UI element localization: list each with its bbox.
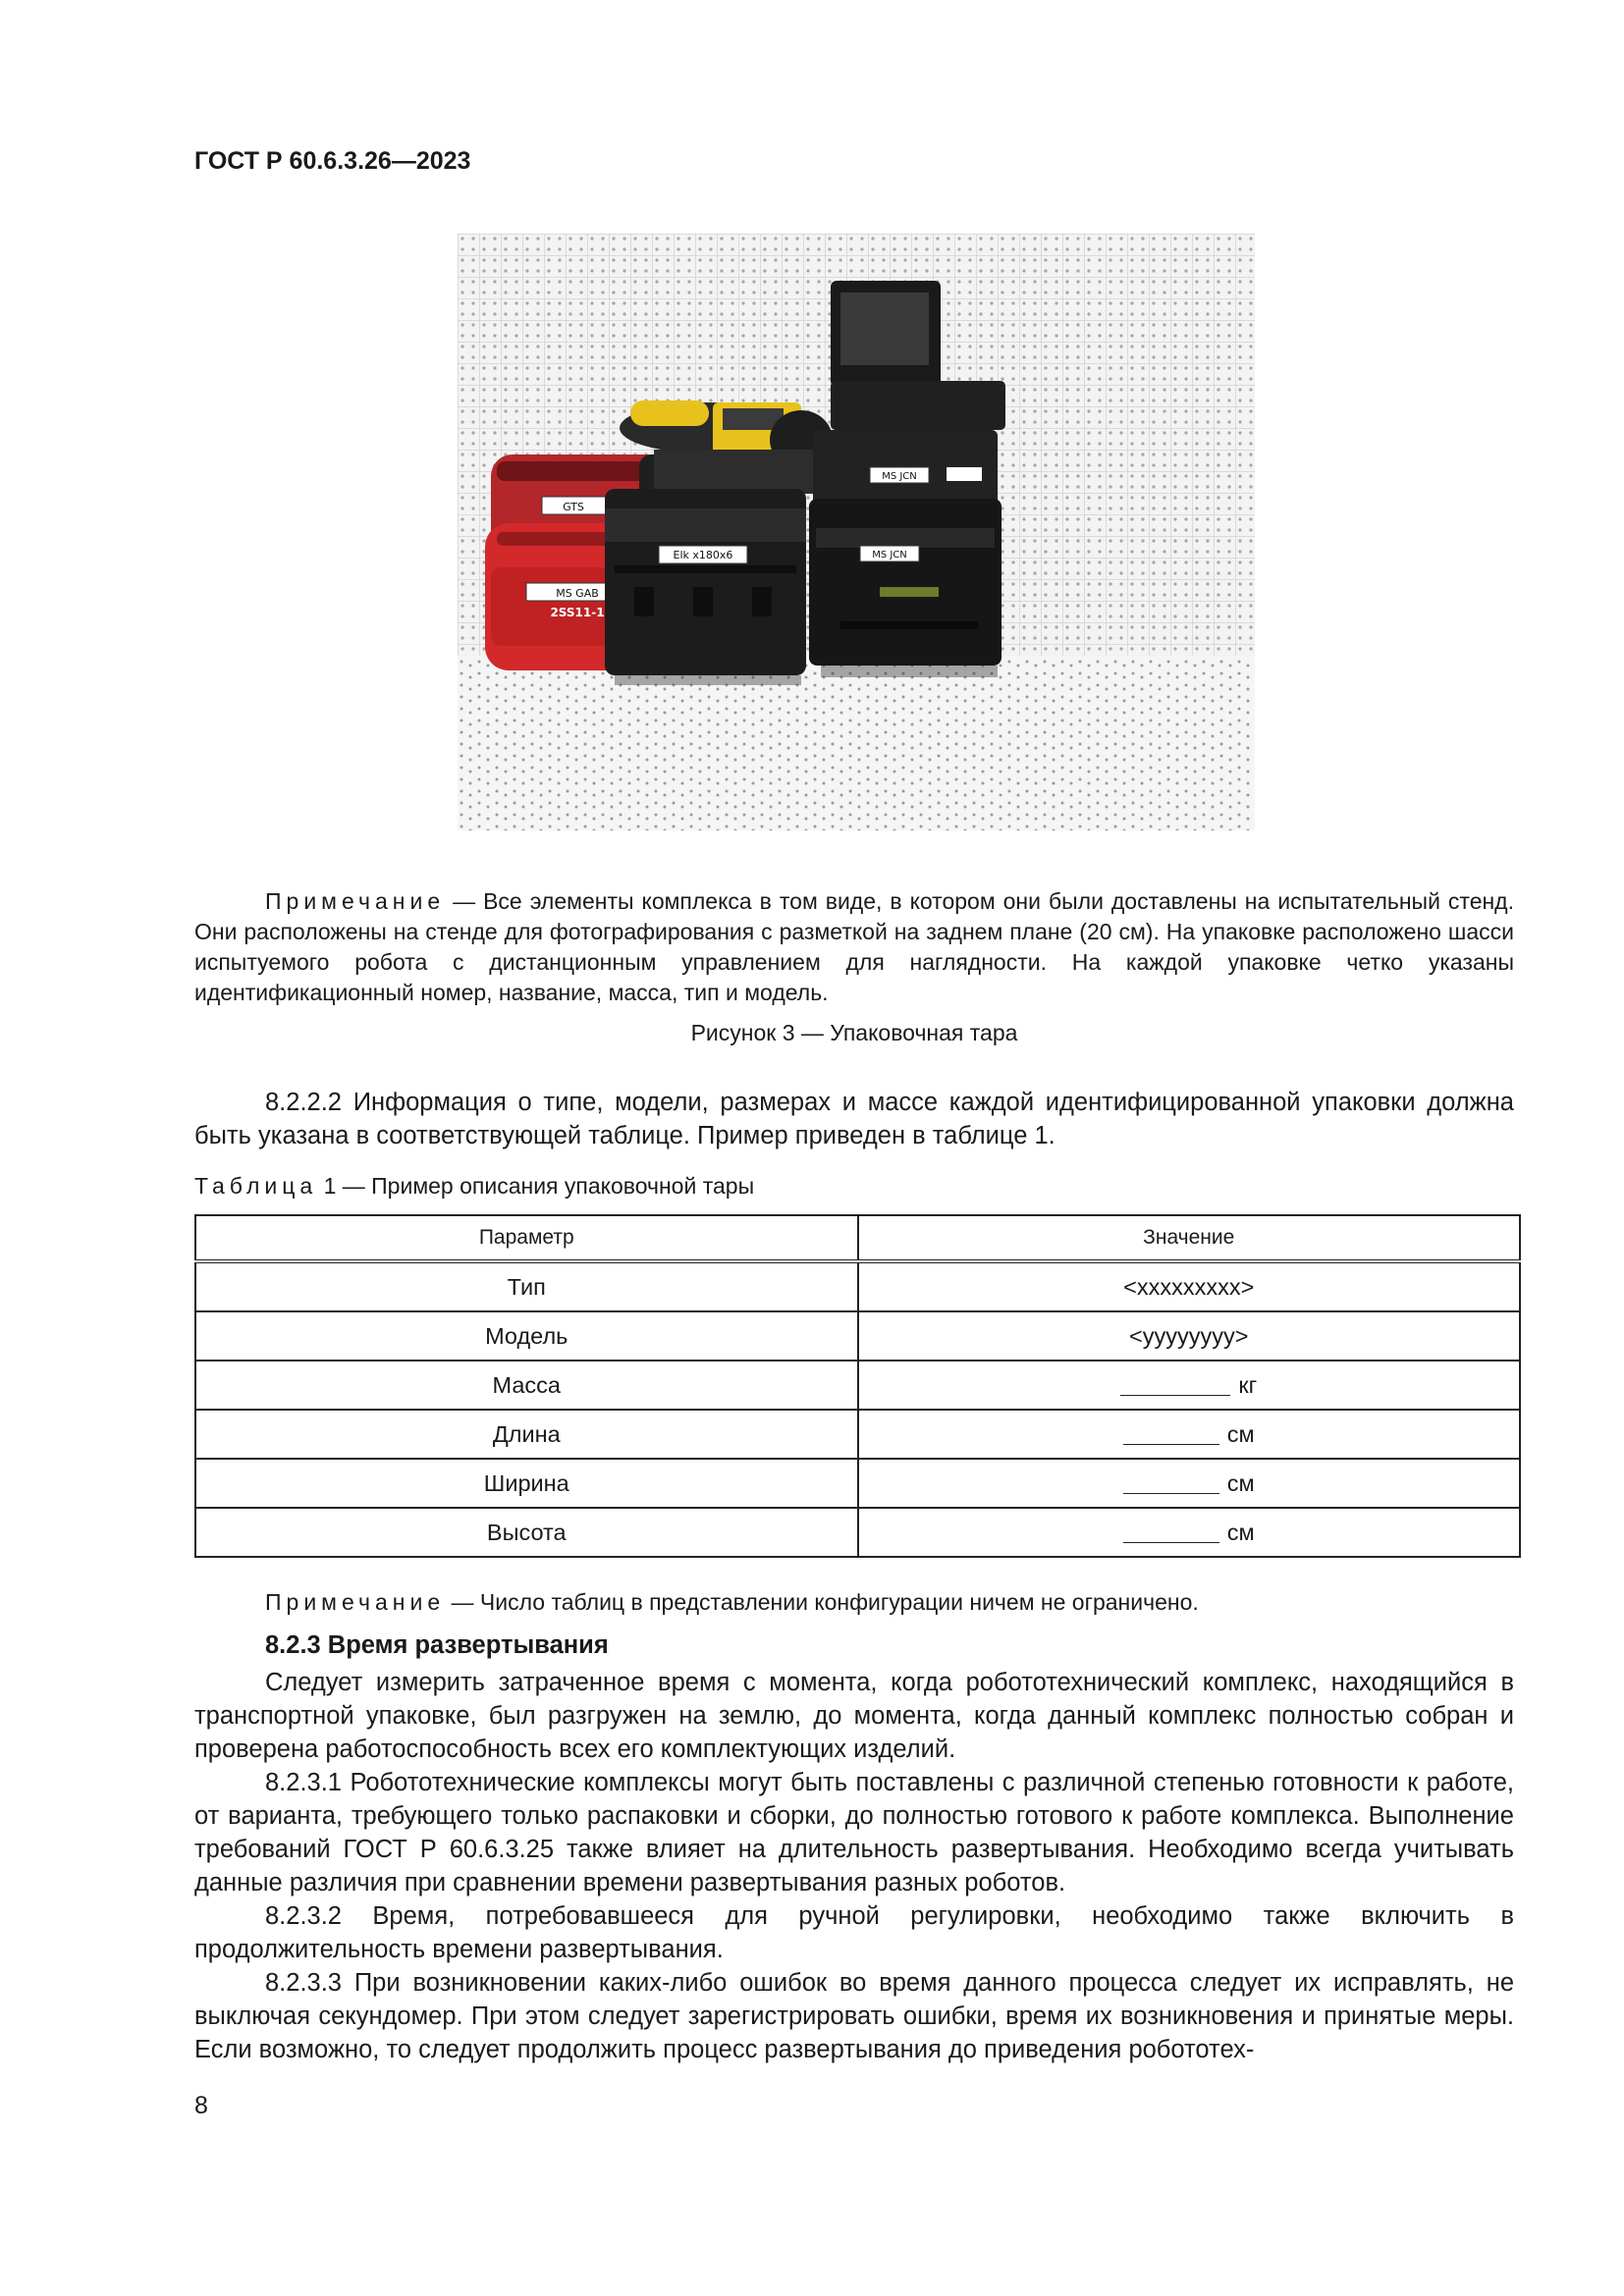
value-cell: кг xyxy=(858,1361,1521,1410)
page-number: 8 xyxy=(194,2092,208,2119)
param-cell: Длина xyxy=(195,1410,858,1459)
paragraph-8-2-3-3: 8.2.3.3 При возникновении каких-либо ошибок во время данного процесса следует их исправлять, не выключая секундомер. При этом следует зарегистрировать ошибки, время их возникновения и принятые меры. Если возможно, то следует продолжить процесс развертывания до приведения робототех- xyxy=(194,1969,1514,2063)
box-label: Elk x180x6 xyxy=(673,549,733,561)
table-title: Таблица 1 — Пример описания упаковочной тары xyxy=(194,1173,755,1199)
box-label: MS GAB xyxy=(556,587,599,600)
table-row xyxy=(195,1261,1520,1311)
blank-field xyxy=(1123,1522,1219,1543)
paragraph-8-2-3-2: 8.2.3.2 Время, потребовавшееся для ручной регулировки, необходимо также включить в продолжительность времени развертывания. xyxy=(194,1902,1514,1963)
note-text: — Все элементы комплекса в том виде, в котором они были доставлены на испытательный стенд. Они расположены на стенде для фотографирования с разметкой на заднем плане (20 см). На упаковке расположено шасси испытуемого робота с дистанционным управлением для наглядности. На каждой упаковке четко указаны идентификационный номер, название, масса, тип и модель. xyxy=(194,888,1514,1005)
param-cell: Ширина xyxy=(195,1459,858,1508)
param-cell: Тип xyxy=(195,1261,858,1311)
value-cell: см xyxy=(858,1508,1521,1557)
value-cell: <yyyyyyyy> xyxy=(858,1311,1521,1361)
paragraph-8-2-3: Следует измерить затраченное время с момента, когда робототехнический комплекс, находящийся в транспортной упаковке, был разгружен на землю, до момента, когда данный комплекс полностью собран и проверена работоспособность всех его комплектующих изделий. xyxy=(194,1669,1514,1763)
value-cell: см xyxy=(858,1459,1521,1508)
blank-field xyxy=(1123,1424,1219,1445)
table-row xyxy=(195,1459,1520,1508)
paragraph-8-2-3-1: 8.2.3.1 Робототехнические комплексы могут быть поставлены с различной степенью готовности к работе, от варианта, требующего только распаковки и сборки, до полностью готового к работе комплекса. Выполнение требований ГОСТ Р 60.6.3.25 также влияет на длительность развертывания. Необходимо всегда учитывать данные различия при сравнении времени развертывания разных роботов. xyxy=(194,1769,1514,1896)
blank-field xyxy=(1120,1375,1230,1396)
param-cell: Высота xyxy=(195,1508,858,1557)
box-label: GTS xyxy=(563,501,584,513)
control-case-lower xyxy=(809,499,1001,666)
paragraph-8-2-2-2: 8.2.2.2 Информация о типе, модели, размерах и массе каждой идентифицированной упаковки должна быть указана в соответствующей таблице. Пример приведен в таблице 1. xyxy=(194,1089,1514,1149)
param-cell: Модель xyxy=(195,1311,858,1361)
section-heading-8-2-3: 8.2.3 Время развертывания xyxy=(265,1631,609,1659)
table-note: Примечание — Число таблиц в представлении конфигурации ничем не ограничено. xyxy=(265,1589,1199,1615)
control-case-upper xyxy=(813,430,998,505)
header-value: Значение xyxy=(858,1215,1521,1261)
black-transport-case xyxy=(605,489,806,675)
table-header-row xyxy=(195,1215,1520,1261)
document-code-header: ГОСТ Р 60.6.3.26—2023 xyxy=(194,147,471,175)
box-label: MS JCN xyxy=(882,471,917,482)
figure-note xyxy=(194,886,1514,1008)
packaging-table xyxy=(194,1214,1521,1558)
figure-caption: Рисунок 3 — Упаковочная тара xyxy=(690,1020,1018,1045)
header-parameter: Параметр xyxy=(195,1215,858,1261)
box-label: MS JCN xyxy=(872,550,907,561)
value-cell: см xyxy=(858,1410,1521,1459)
table-row xyxy=(195,1311,1520,1361)
table-row xyxy=(195,1361,1520,1410)
note-label: Примечание xyxy=(265,888,446,914)
box-label: 2SS11-1 xyxy=(550,606,605,619)
table-row xyxy=(195,1508,1520,1557)
value-cell: <xxxxxxxxx> xyxy=(858,1261,1521,1311)
table-row xyxy=(195,1410,1520,1459)
packaging-photo xyxy=(458,234,1255,830)
param-cell: Масса xyxy=(195,1361,858,1410)
blank-field xyxy=(1123,1473,1219,1494)
